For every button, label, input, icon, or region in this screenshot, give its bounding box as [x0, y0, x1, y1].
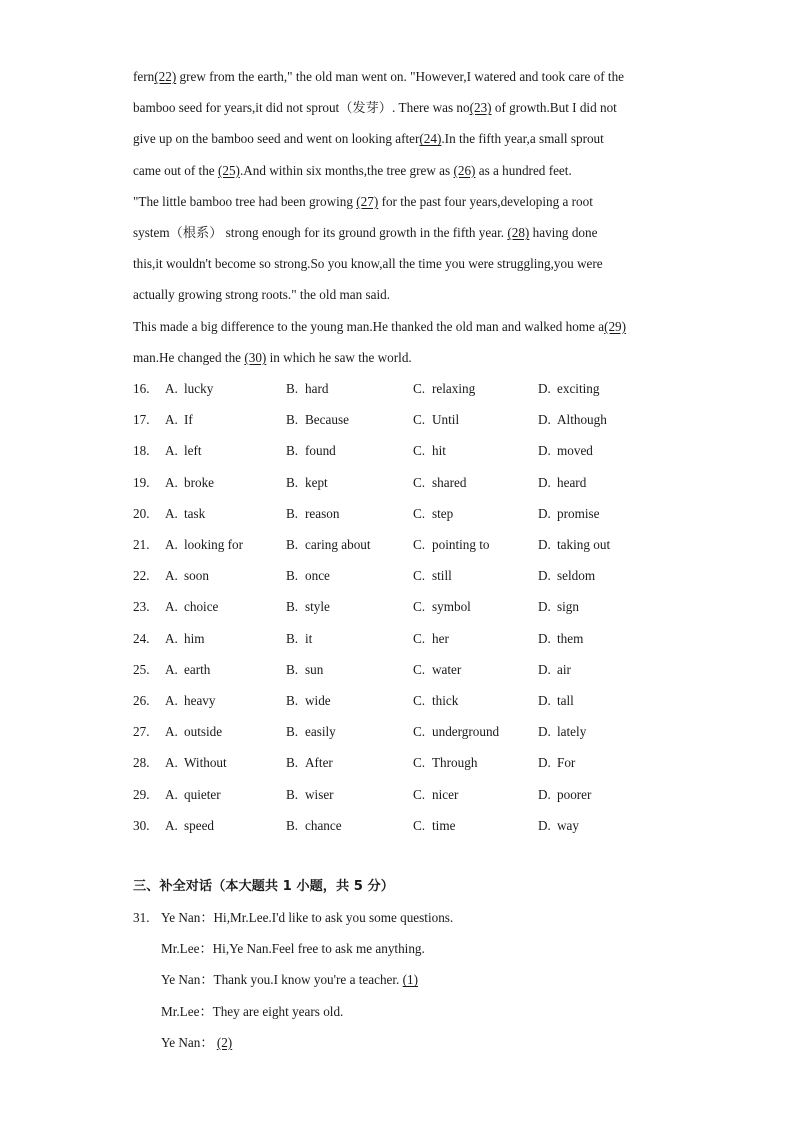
question-number: 20.: [133, 505, 150, 521]
option-letter: A.: [165, 755, 178, 771]
option-text: sign: [557, 599, 579, 615]
option-letter: D.: [538, 412, 551, 428]
option-c[interactable]: [413, 566, 452, 586]
question-row: [133, 816, 693, 836]
option-a[interactable]: [165, 473, 214, 493]
option-d[interactable]: [538, 535, 610, 555]
option-text: easily: [305, 724, 336, 740]
question-number: 16.: [133, 381, 150, 396]
text-run: actually growing strong roots." the old man said.: [133, 287, 391, 303]
option-letter: D.: [538, 505, 551, 521]
option-c[interactable]: [413, 785, 458, 805]
passage-line: [133, 254, 673, 274]
question-row: [133, 473, 693, 493]
option-text: Through: [432, 755, 478, 771]
option-letter: D.: [538, 630, 551, 646]
option-text: style: [305, 599, 330, 615]
option-letter: D.: [538, 693, 551, 708]
question-number: 30.: [133, 817, 150, 833]
option-letter: C.: [413, 537, 426, 552]
option-text: step: [432, 505, 454, 521]
option-d[interactable]: [538, 691, 574, 711]
option-text: relaxing: [432, 381, 476, 396]
option-text: him: [184, 630, 205, 646]
option-text: poorer: [557, 786, 592, 802]
text-run: "The little bamboo tree had been growing: [133, 193, 357, 209]
text-run: Ye Nan：Hi,Mr.Lee.I'd like to ask you some questions.: [161, 910, 454, 925]
option-text: heavy: [184, 693, 216, 708]
option-text: looking for: [184, 537, 243, 552]
option-text: water: [432, 661, 462, 677]
option-a[interactable]: [165, 379, 213, 399]
option-letter: D.: [538, 474, 551, 490]
option-letter: C.: [413, 505, 426, 521]
question-row: [133, 722, 693, 742]
option-text: broke: [184, 474, 215, 490]
option-text: hit: [432, 443, 446, 459]
option-letter: C.: [413, 630, 426, 646]
option-letter: B.: [286, 474, 299, 490]
option-letter: A.: [165, 693, 178, 708]
answer-blank[interactable]: (25): [217, 162, 240, 178]
dialog-line: [161, 1002, 343, 1022]
option-text: them: [557, 630, 584, 646]
dialog-line: [161, 939, 425, 959]
option-c[interactable]: [413, 504, 453, 524]
passage-line: [133, 192, 673, 212]
text-run: fern: [133, 69, 155, 84]
option-letter: D.: [538, 568, 551, 584]
option-text: choice: [184, 599, 219, 615]
option-d[interactable]: [538, 379, 599, 399]
option-c[interactable]: [413, 597, 471, 617]
option-letter: A.: [165, 568, 178, 584]
text-run: Mr.Lee：They are eight years old.: [161, 1003, 344, 1019]
passage-line: [133, 223, 673, 243]
option-letter: D.: [538, 817, 551, 833]
passage-line: [133, 348, 673, 368]
option-a[interactable]: [165, 753, 227, 773]
option-c[interactable]: [413, 722, 499, 742]
option-b[interactable]: [286, 504, 339, 524]
option-letter: A.: [165, 505, 178, 521]
question-number: 28.: [133, 755, 150, 771]
option-letter: A.: [165, 599, 178, 615]
option-text: found: [305, 443, 336, 459]
option-letter: C.: [413, 568, 426, 584]
option-d[interactable]: [538, 629, 583, 649]
option-text: kept: [305, 474, 328, 490]
passage-line: [133, 67, 673, 87]
option-letter: A.: [165, 630, 178, 646]
answer-blank[interactable]: (24): [419, 131, 442, 147]
option-text: Until: [432, 412, 460, 428]
question-number: 19.: [133, 474, 150, 490]
option-a[interactable]: [165, 785, 221, 805]
section-title: 三、补全对话（本大题共 1 小题，共 5 分）: [133, 879, 394, 894]
option-text: left: [184, 443, 202, 459]
option-text: symbol: [432, 599, 471, 615]
question-row: [133, 785, 693, 805]
option-d[interactable]: [538, 597, 579, 617]
option-a[interactable]: [165, 441, 202, 461]
option-text: outside: [184, 724, 223, 740]
option-letter: B.: [286, 724, 299, 740]
option-b[interactable]: [286, 629, 312, 649]
option-b[interactable]: [286, 753, 333, 773]
option-text: once: [305, 568, 330, 584]
option-c[interactable]: [413, 691, 458, 711]
text-run: give up on the bamboo seed and went on looking after: [133, 131, 420, 147]
option-letter: B.: [286, 661, 299, 677]
option-a[interactable]: [165, 535, 243, 555]
option-text: For: [557, 755, 576, 771]
option-d[interactable]: [538, 722, 586, 742]
option-b[interactable]: [286, 816, 342, 836]
text-run: .In the fifth year,a small sprout: [441, 131, 604, 147]
option-letter: B.: [286, 786, 299, 802]
option-text: soon: [184, 568, 209, 584]
option-text: her: [432, 630, 449, 646]
option-text: heard: [557, 474, 587, 490]
option-c[interactable]: [413, 379, 475, 399]
option-letter: C.: [413, 599, 426, 615]
option-text: caring about: [305, 537, 371, 552]
option-b[interactable]: [286, 379, 328, 399]
option-letter: B.: [286, 443, 299, 459]
answer-blank[interactable]: (22): [154, 69, 177, 84]
option-text: If: [184, 412, 193, 428]
option-letter: A.: [165, 381, 178, 396]
option-letter: D.: [538, 443, 551, 459]
option-text: lucky: [184, 381, 214, 396]
question-number: 29.: [133, 786, 150, 802]
question-row: [133, 535, 693, 555]
option-text: wide: [305, 693, 331, 708]
option-text: moved: [557, 443, 593, 459]
option-text: sun: [305, 661, 324, 677]
option-text: still: [432, 568, 452, 584]
option-text: promise: [557, 505, 600, 521]
option-text: task: [184, 505, 206, 521]
option-text: Without: [184, 755, 227, 771]
question-number: 25.: [133, 661, 150, 677]
option-text: tall: [557, 693, 574, 708]
answer-blank[interactable]: (1): [402, 972, 419, 988]
option-text: speed: [184, 817, 215, 833]
option-b[interactable]: [286, 473, 328, 493]
option-a[interactable]: [165, 629, 205, 649]
option-c[interactable]: [413, 441, 446, 461]
option-c[interactable]: [413, 816, 455, 836]
question-number: 18.: [133, 443, 150, 459]
option-letter: D.: [538, 381, 551, 396]
passage-line: [133, 285, 673, 305]
option-a[interactable]: [165, 722, 222, 742]
option-letter: B.: [286, 693, 299, 708]
passage-line: [133, 98, 673, 118]
text-run: system（根系） strong enough for its ground growth in the fifth year.: [133, 225, 508, 240]
question-row: [133, 691, 693, 711]
option-letter: C.: [413, 817, 426, 833]
option-text: taking out: [557, 537, 611, 552]
option-letter: C.: [413, 661, 426, 677]
option-letter: C.: [413, 755, 426, 771]
passage-line: [133, 161, 673, 181]
option-text: reason: [305, 505, 340, 521]
text-run: in which he saw the world.: [266, 349, 412, 365]
option-letter: D.: [538, 599, 551, 615]
option-text: air: [557, 661, 571, 677]
option-a[interactable]: [165, 660, 210, 680]
option-letter: B.: [286, 817, 299, 833]
option-text: thick: [432, 693, 459, 708]
option-b[interactable]: [286, 597, 330, 617]
option-letter: B.: [286, 755, 299, 771]
option-letter: A.: [165, 724, 178, 740]
option-letter: B.: [286, 630, 299, 646]
option-text: Because: [305, 412, 349, 428]
option-text: time: [432, 817, 456, 833]
option-letter: D.: [538, 724, 551, 740]
question-row: [133, 379, 693, 399]
answer-blank[interactable]: (28): [507, 225, 530, 240]
option-letter: C.: [413, 381, 426, 396]
option-text: nicer: [432, 786, 459, 802]
option-letter: B.: [286, 505, 299, 521]
option-letter: A.: [165, 537, 178, 552]
option-letter: D.: [538, 537, 551, 552]
option-d[interactable]: [538, 785, 591, 805]
option-b[interactable]: [286, 441, 336, 461]
option-d[interactable]: [538, 473, 586, 493]
text-run: man.He changed the: [133, 349, 245, 365]
text-run: Ye Nan：: [161, 1034, 217, 1050]
option-b[interactable]: [286, 785, 334, 805]
option-d[interactable]: [538, 410, 607, 430]
option-c[interactable]: [413, 660, 461, 680]
option-letter: A.: [165, 661, 178, 677]
option-letter: A.: [165, 412, 178, 428]
question-row: [133, 660, 693, 680]
dialog-line: [161, 1033, 232, 1053]
option-letter: A.: [165, 786, 178, 802]
option-d[interactable]: [538, 753, 575, 773]
question-row: [133, 441, 693, 461]
option-text: lately: [557, 724, 587, 740]
option-letter: B.: [286, 568, 299, 584]
option-text: chance: [305, 817, 342, 833]
option-text: underground: [432, 724, 500, 740]
text-run: having done: [529, 225, 598, 240]
text-run: of growth.But I did not: [491, 100, 617, 116]
option-text: After: [305, 755, 333, 771]
question-number: 31.: [133, 910, 150, 925]
question-number: 26.: [133, 693, 150, 708]
option-letter: A.: [165, 474, 178, 490]
option-text: hard: [305, 381, 329, 396]
option-b[interactable]: [286, 566, 330, 586]
question-row: [133, 566, 693, 586]
question-number: 17.: [133, 412, 150, 428]
text-run: bamboo seed for years,it did not sprout（发芽）. There was no: [133, 100, 470, 116]
option-letter: A.: [165, 443, 178, 459]
question-row: [133, 410, 693, 430]
text-run: as a hundred feet.: [475, 162, 572, 178]
answer-blank[interactable]: (23): [469, 100, 492, 116]
option-letter: C.: [413, 443, 426, 459]
answer-blank[interactable]: (29): [604, 318, 627, 334]
dialog-line: [161, 970, 418, 990]
text-run: for the past four years,developing a root: [378, 193, 593, 209]
option-letter: A.: [165, 817, 178, 833]
option-b[interactable]: [286, 535, 371, 555]
text-run: this,it wouldn't become so strong.So you know,all the time you were struggling,you were: [133, 256, 603, 272]
option-letter: C.: [413, 786, 426, 802]
option-a[interactable]: [165, 566, 209, 586]
option-text: wiser: [305, 786, 334, 802]
option-letter: D.: [538, 661, 551, 677]
question-number: 23.: [133, 599, 150, 615]
answer-blank[interactable]: (27): [356, 193, 379, 209]
text-run: came out of the: [133, 162, 218, 178]
option-letter: D.: [538, 755, 551, 771]
passage-line: [133, 317, 673, 337]
option-letter: C.: [413, 474, 426, 490]
option-c[interactable]: [413, 629, 449, 649]
option-text: Although: [557, 412, 607, 428]
option-a[interactable]: [165, 597, 218, 617]
option-a[interactable]: [165, 504, 205, 524]
option-text: pointing to: [432, 537, 490, 552]
option-letter: C.: [413, 412, 426, 428]
option-c[interactable]: [413, 410, 459, 430]
option-c[interactable]: [413, 535, 490, 555]
option-d[interactable]: [538, 660, 571, 680]
question-number: 22.: [133, 568, 150, 584]
text-run: Mr.Lee：Hi,Ye Nan.Feel free to ask me anything.: [161, 941, 425, 957]
question-row: [133, 504, 693, 524]
answer-blank[interactable]: (2): [216, 1034, 233, 1050]
option-text: way: [557, 817, 579, 833]
text-run: Ye Nan：Thank you.I know you're a teacher.: [161, 972, 403, 988]
option-letter: B.: [286, 381, 299, 396]
dialog-line: [161, 908, 453, 928]
option-c[interactable]: [413, 473, 466, 493]
question-number: 24.: [133, 630, 150, 646]
option-text: it: [305, 630, 313, 646]
option-a[interactable]: [165, 410, 193, 430]
option-d[interactable]: [538, 504, 600, 524]
option-letter: B.: [286, 599, 299, 615]
option-text: exciting: [557, 381, 600, 396]
option-letter: C.: [413, 724, 426, 740]
option-text: seldom: [557, 568, 596, 584]
option-text: quieter: [184, 786, 221, 802]
answer-blank[interactable]: (30): [244, 349, 267, 365]
question-row: [133, 629, 693, 649]
option-letter: B.: [286, 412, 299, 428]
question-number: 27.: [133, 724, 150, 740]
question-number: 21.: [133, 537, 150, 552]
question-row: [133, 753, 693, 773]
text-run: .And within six months,the tree grew as: [239, 162, 454, 178]
option-c[interactable]: [413, 753, 477, 773]
answer-blank[interactable]: (26): [453, 162, 476, 178]
option-d[interactable]: [538, 441, 593, 461]
passage-line: [133, 129, 673, 149]
option-letter: D.: [538, 786, 551, 802]
text-run: This made a big difference to the young man.He thanked the old man and walked home a: [133, 318, 605, 334]
option-b[interactable]: [286, 410, 349, 430]
question-row: [133, 597, 693, 617]
option-text: earth: [184, 661, 211, 677]
option-d[interactable]: [538, 566, 595, 586]
option-a[interactable]: [165, 691, 216, 711]
option-text: shared: [432, 474, 467, 490]
option-d[interactable]: [538, 816, 579, 836]
option-b[interactable]: [286, 722, 336, 742]
option-letter: B.: [286, 537, 299, 552]
option-letter: C.: [413, 693, 426, 708]
text-run: grew from the earth," the old man went on. "However,I watered and took care of the: [176, 69, 625, 84]
option-a[interactable]: [165, 816, 214, 836]
option-b[interactable]: [286, 660, 323, 680]
option-b[interactable]: [286, 691, 331, 711]
